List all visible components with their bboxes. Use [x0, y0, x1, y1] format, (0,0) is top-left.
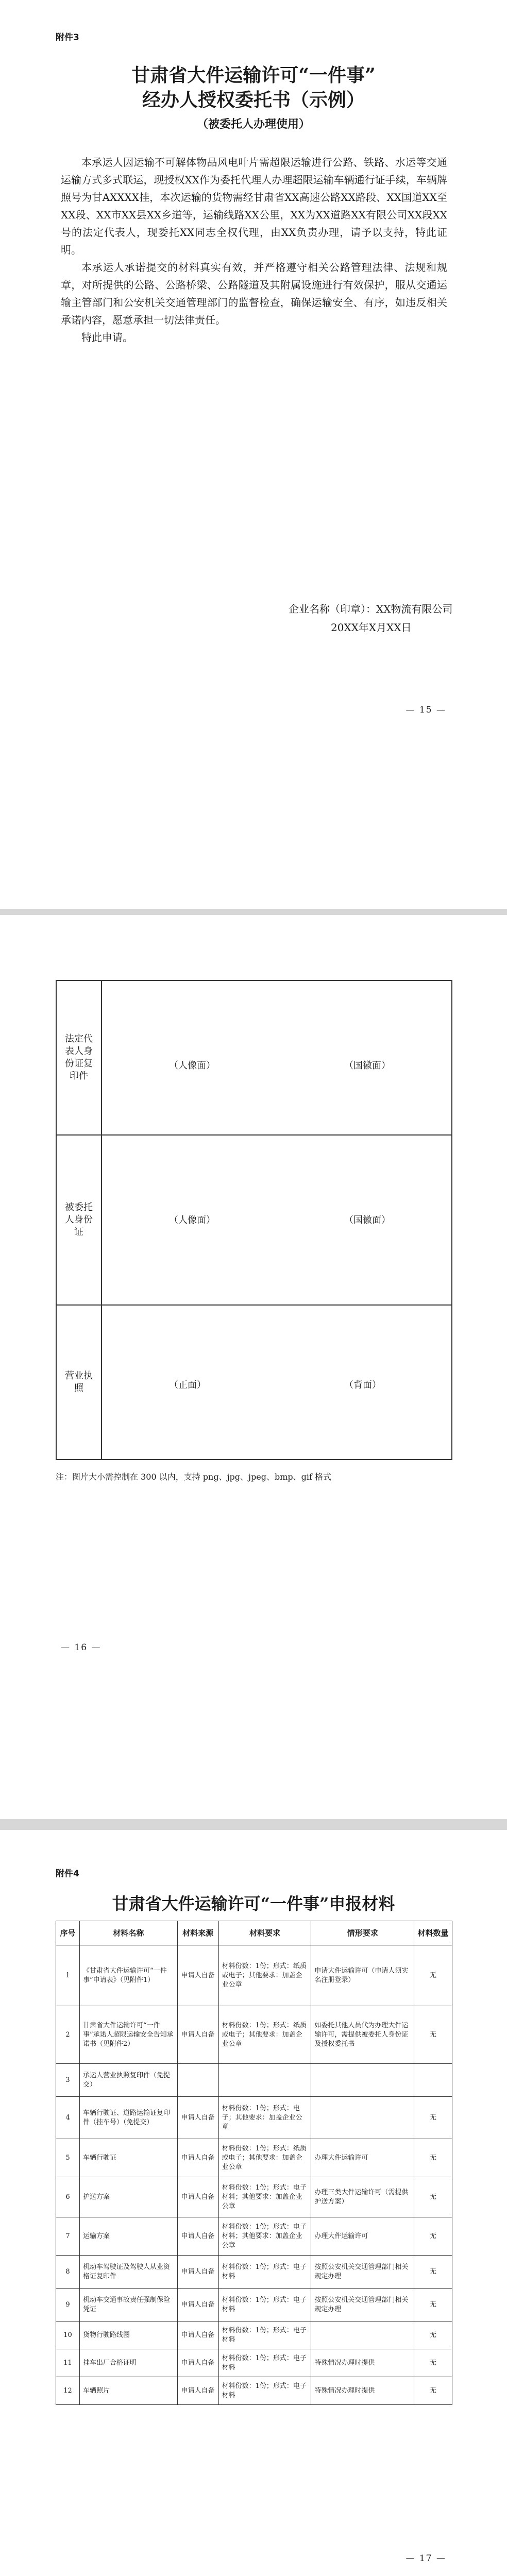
table-cell: 无	[414, 2377, 452, 2405]
table-cell: 3	[56, 2064, 80, 2097]
table-cell: 8	[56, 2256, 80, 2289]
table-cell: 甘肃省大件运输许可“一件事”承诺人超限运输安全告知承诺书（见附件2）	[79, 2006, 177, 2064]
table-cell: 申请人自备	[177, 2139, 218, 2177]
annex-label: 附件4	[56, 1869, 79, 1879]
stamp-hint: （人像面）	[169, 1060, 215, 1071]
table-cell: 运输方案	[79, 2217, 177, 2256]
doc-subtitle: （被委托人办理使用）	[196, 117, 310, 131]
column-header: 材料数量	[414, 1921, 452, 1945]
table-cell: 办理大件运输许可	[311, 2139, 414, 2177]
stamp-hint: （人像面）	[169, 1215, 215, 1226]
table-cell: 无	[414, 2097, 452, 2139]
doc-body	[61, 154, 447, 346]
table-cell: 无	[414, 2321, 452, 2349]
doc-title: 甘肃省大件运输许可“一件事”申报材料	[112, 1894, 395, 1913]
table-row	[56, 2006, 452, 2064]
table-row	[56, 980, 452, 1135]
table-cell: 无	[414, 1945, 452, 2006]
table-cell: 材料份数：1份；形式：电子；其他要求：加盖企业公章	[218, 2097, 311, 2139]
table-cell: 无	[414, 2177, 452, 2217]
table-cell: 材料份数：1份；形式：电子材料；其他要求：加盖企业公章	[218, 2177, 311, 2217]
table-cell: 12	[56, 2377, 80, 2405]
table-cell: 车辆行驶证、道路运输证复印件（挂车号）（免提交）	[79, 2097, 177, 2139]
table-cell: 材料份数：1份；形式：纸质或电子；其他要求：加盖企业公章	[218, 2006, 311, 2064]
table-cell	[218, 2064, 311, 2097]
table-cell: 2	[56, 2006, 80, 2064]
table-cell: 申请大件运输许可（申请人须实名注册登录）	[311, 1945, 414, 2006]
column-header: 序号	[56, 1921, 80, 1945]
doc-title-line1: 甘肃省大件运输许可“一件事”	[131, 64, 376, 86]
page-number: — 17 —	[405, 2553, 446, 2564]
table-cell: 办理大件运输许可	[311, 2217, 414, 2256]
table-cell: 无	[414, 2217, 452, 2256]
table-cell: 特殊情况办理时提供	[311, 2349, 414, 2377]
table-cell: 材料份数：1份；形式：电子材料	[218, 2289, 311, 2321]
table-cell: 货物行驶路线图	[79, 2321, 177, 2349]
table-cell: 特殊情况办理时提供	[311, 2377, 414, 2405]
table-cell: 7	[56, 2217, 80, 2256]
table-cell: 9	[56, 2289, 80, 2321]
table-cell: 1	[56, 1945, 80, 2006]
table-cell: 材料份数：1份；形式：纸质或电子；其他要求：加盖企业公章	[218, 2139, 311, 2177]
table-row	[56, 2064, 452, 2097]
table-cell: 如委托其他人员代为办理大件运输许可，需提供被委托人身份证及授权委托书	[311, 2006, 414, 2064]
table-cell: 申请人自备	[177, 2289, 218, 2321]
table-row	[56, 2289, 452, 2321]
table-cell: 承运人营业执照复印件（免提交）	[79, 2064, 177, 2097]
column-header: 材料要求	[218, 1921, 311, 1945]
table-cell: 申请人自备	[177, 2377, 218, 2405]
stamp-hint: （正面）	[169, 1380, 206, 1391]
materials-table	[56, 1921, 452, 2405]
table-cell: 《甘肃省大件运输许可“一件事”申请表》（见附件1）	[79, 1945, 177, 2006]
row-label: 营业执照	[56, 1305, 102, 1460]
table-cell: 申请人自备	[177, 2177, 218, 2217]
table-cell: 5	[56, 2139, 80, 2177]
table-cell	[311, 2097, 414, 2139]
table-row	[56, 2097, 452, 2139]
column-header: 情形要求	[311, 1921, 414, 1945]
attachment-cell	[102, 1305, 452, 1460]
document-page-17	[0, 1830, 507, 2576]
table-cell: 办理三类大件运输许可（需提供护送方案）	[311, 2177, 414, 2217]
stamp-hint: （背面）	[344, 1380, 381, 1391]
table-cell: 护送方案	[79, 2177, 177, 2217]
id-attachment-table	[56, 980, 452, 1460]
row-label: 法定代表人身份证复印件	[56, 980, 102, 1135]
page-number: — 16 —	[61, 1642, 102, 1653]
table-row	[56, 2177, 452, 2217]
table-cell	[177, 2064, 218, 2097]
annex-label: 附件3	[56, 32, 79, 43]
table-cell: 按照公安机关交通管理部门相关规定办理	[311, 2289, 414, 2321]
table-cell: 4	[56, 2097, 80, 2139]
table-cell	[311, 2321, 414, 2349]
table-row	[56, 1305, 452, 1460]
table-cell: 申请人自备	[177, 2097, 218, 2139]
table-cell: 申请人自备	[177, 2006, 218, 2064]
table-cell: 材料份数：1份；形式：电子材料；其他要求：加盖企业公章	[218, 2217, 311, 2256]
table-cell: 车辆行驶证	[79, 2139, 177, 2177]
table-cell: 6	[56, 2177, 80, 2217]
table-cell: 材料份数：1份；形式：电子材料	[218, 2377, 311, 2405]
attachment-cell	[102, 980, 452, 1135]
table-cell: 材料份数：1份；形式：电子材料	[218, 2349, 311, 2377]
doc-title-line2: 经办人授权委托书（示例）	[142, 89, 365, 111]
paragraph: 本承运人因运输不可解体物品风电叶片需超限运输进行公路、铁路、水运等交通运输方式多式联运，现授权XX作为委托代理人办理超限运输车辆通行证手续，车辆牌照号为甘AXXXX挂，本次运输的货物需经甘肃省XX高速公路XX路段、XX国道XX至XX段、XX市XX县XX乡道等，运输线路XX公里，XX为XX道路XX有限公司XX段XX号的法定代表人，现委托XX同志全权代理，由XX负责办理，请予以支持，特此证明。	[61, 156, 447, 256]
table-cell: 无	[414, 2256, 452, 2289]
table-row	[56, 2321, 452, 2349]
signature-company: 企业名称（印章）：XX物流有限公司	[289, 603, 453, 615]
document-page-15	[0, 0, 507, 909]
table-cell	[311, 2064, 414, 2097]
table-cell	[414, 2064, 452, 2097]
table-cell: 无	[414, 2006, 452, 2064]
table-cell: 申请人自备	[177, 1945, 218, 2006]
table-cell: 材料份数：1份；形式：电子材料	[218, 2256, 311, 2289]
table-cell: 申请人自备	[177, 2256, 218, 2289]
table-cell: 机动车驾驶证及驾驶人从业资格证复印件	[79, 2256, 177, 2289]
table-row	[56, 1945, 452, 2006]
table-row	[56, 2377, 452, 2405]
table-cell: 10	[56, 2321, 80, 2349]
table-cell: 按照公安机关交通管理部门相关规定办理	[311, 2256, 414, 2289]
table-row	[56, 2256, 452, 2289]
row-label: 被委托人身份证	[56, 1135, 102, 1305]
table-cell: 材料份数：1份；形式：纸质或电子；其他要求：加盖企业公章	[218, 1945, 311, 2006]
column-header: 材料来源	[177, 1921, 218, 1945]
table-row	[56, 2217, 452, 2256]
table-row	[56, 2139, 452, 2177]
table-cell: 挂车出厂合格证明	[79, 2349, 177, 2377]
table-cell: 材料份数：1份；形式：电子材料	[218, 2321, 311, 2349]
table-row	[56, 2349, 452, 2377]
table-cell: 申请人自备	[177, 2349, 218, 2377]
table-cell: 机动车交通事故责任强制保险凭证	[79, 2289, 177, 2321]
table-cell: 申请人自备	[177, 2321, 218, 2349]
table-note: 注：图片大小需控制在 300 以内，支持 png、jpg、jpeg、bmp、gif 格式	[56, 1472, 331, 1482]
table-cell: 无	[414, 2139, 452, 2177]
table-cell: 无	[414, 2289, 452, 2321]
signature-date: 20XX年X月XX日	[331, 621, 412, 634]
attachment-cell	[102, 1135, 452, 1305]
table-header-row	[56, 1921, 452, 1945]
paragraph-ending: 特此申请。	[81, 331, 133, 344]
stamp-hint: （国徽面）	[344, 1215, 391, 1226]
paragraph: 本承运人承诺提交的材料真实有效，并严格遵守相关公路管理法律、法规和规章，对所提供的公路、公路桥梁、公路隧道及其附属设施进行有效保护，服从交通运输主管部门和公安机关交通管理部门的监督检查，确保运输安全、有序，如违反相关承诺内容，愿意承担一切法律责任。	[61, 261, 447, 326]
page-number: — 15 —	[405, 705, 446, 715]
table-cell: 无	[414, 2349, 452, 2377]
table-cell: 申请人自备	[177, 2217, 218, 2256]
table-cell: 11	[56, 2349, 80, 2377]
table-cell: 车辆照片	[79, 2377, 177, 2405]
table-row	[56, 1135, 452, 1305]
stamp-hint: （国徽面）	[344, 1060, 391, 1071]
column-header: 材料名称	[79, 1921, 177, 1945]
document-page-16	[0, 915, 507, 1819]
